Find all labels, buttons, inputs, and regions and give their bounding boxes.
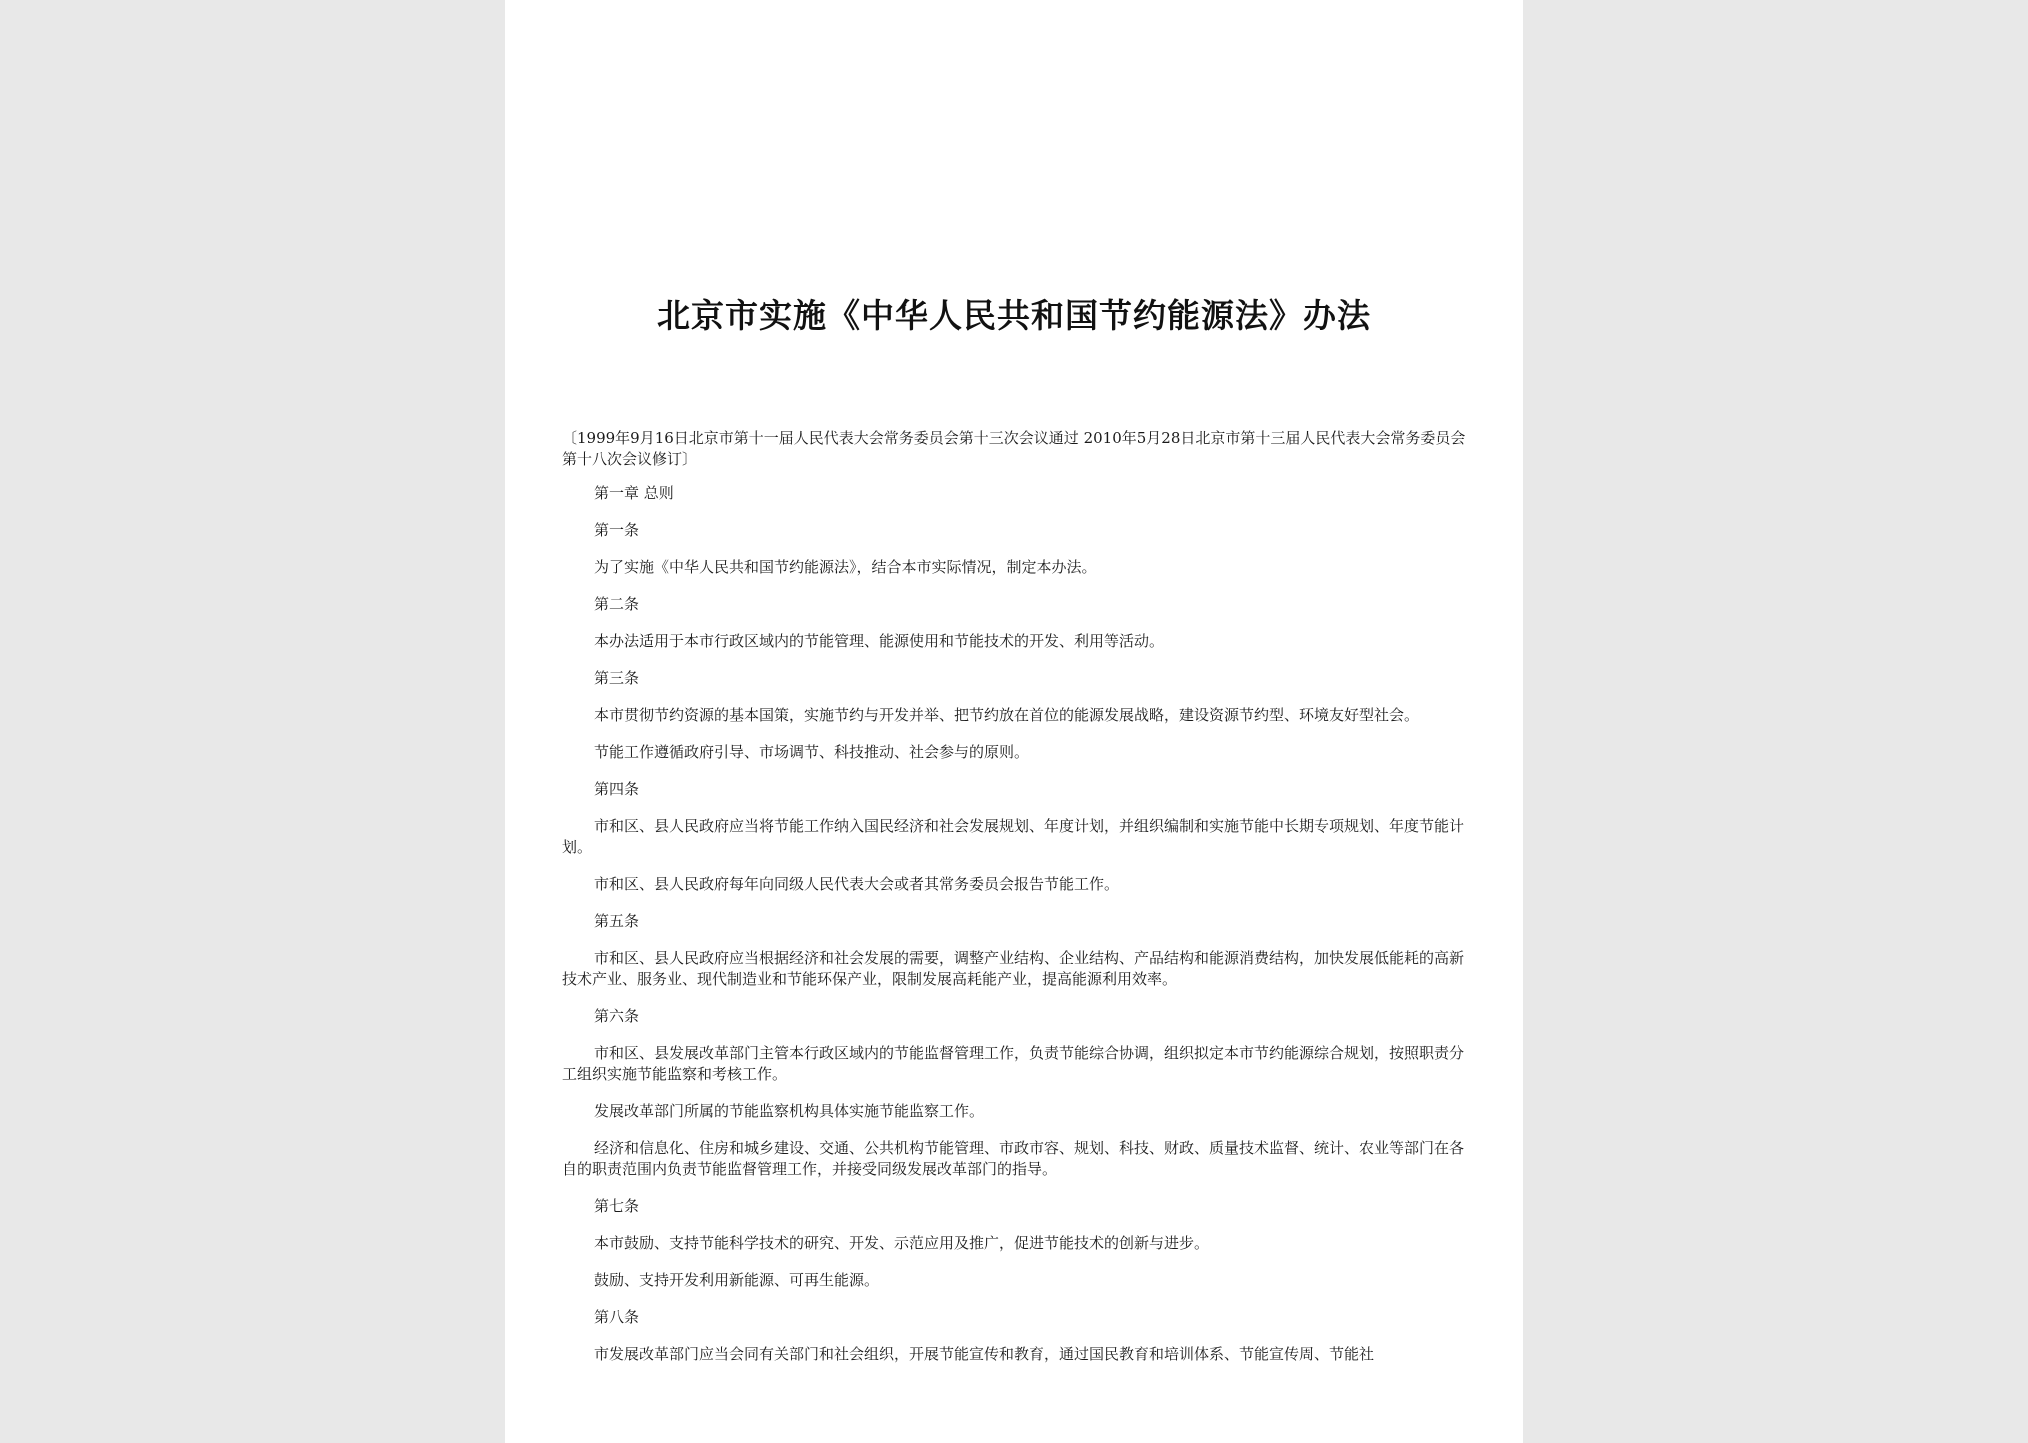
paragraph: 为了实施《中华人民共和国节约能源法》，结合本市实际情况，制定本办法。 [594, 558, 1097, 576]
article-heading: 第一条 [594, 521, 640, 539]
paragraph: 市发展改革部门应当会同有关部门和社会组织，开展节能宣传和教育，通过国民教育和培训体系、节能宣传周、节能社 [594, 1345, 1375, 1363]
article-heading: 第八条 [594, 1308, 640, 1326]
document-page [505, 0, 1523, 1443]
article-heading: 第二条 [594, 595, 640, 613]
paragraph: 节能工作遵循政府引导、市场调节、科技推动、社会参与的原则。 [594, 743, 1030, 761]
paragraph: 发展改革部门所属的节能监察机构具体实施节能监察工作。 [594, 1102, 985, 1120]
article-heading: 第六条 [594, 1007, 640, 1025]
article-heading: 第三条 [594, 669, 640, 687]
document-blocks [562, 483, 1470, 1365]
paragraph: 市和区、县人民政府每年向同级人民代表大会或者其常务委员会报告节能工作。 [594, 875, 1120, 893]
paragraph: 经济和信息化、住房和城乡建设、交通、公共机构节能管理、市政市容、规划、科技、财政、质量技术监督、统计、农业等部门在各自的职责范围内负责节能监督管理工作，并接受同级发展改革部门的指导。 [562, 1139, 1465, 1178]
article-heading: 第五条 [594, 912, 640, 930]
document-preamble: 〔1999年9月16日北京市第十一届人民代表大会常务委员会第十三次会议通过 2010年5月28日北京市第十三届人民代表大会常务委员会第十八次会议修订〕 [562, 429, 1466, 468]
paragraph: 市和区、县发展改革部门主管本行政区域内的节能监督管理工作，负责节能综合协调，组织拟定本市节约能源综合规划，按照职责分工组织实施节能监察和考核工作。 [562, 1044, 1465, 1083]
article-heading: 第四条 [594, 780, 640, 798]
article-heading: 第七条 [594, 1197, 640, 1215]
paragraph: 本市贯彻节约资源的基本国策，实施节约与开发并举、把节约放在首位的能源发展战略，建设资源节约型、环境友好型社会。 [594, 706, 1420, 724]
paragraph: 鼓励、支持开发利用新能源、可再生能源。 [594, 1271, 880, 1289]
document-title: 北京市实施《中华人民共和国节约能源法》办法 [657, 296, 1371, 335]
paragraph: 本市鼓励、支持节能科学技术的研究、开发、示范应用及推广，促进节能技术的创新与进步。 [594, 1234, 1210, 1252]
paragraph: 市和区、县人民政府应当将节能工作纳入国民经济和社会发展规划、年度计划，并组织编制和实施节能中长期专项规划、年度节能计划。 [562, 817, 1465, 856]
document-body [562, 428, 1470, 1381]
article-heading: 第一章 总则 [594, 484, 674, 502]
paragraph: 市和区、县人民政府应当根据经济和社会发展的需要，调整产业结构、企业结构、产品结构和能源消费结构，加快发展低能耗的高新技术产业、服务业、现代制造业和节能环保产业，限制发展高耗能产业，提高能源利用效率。 [562, 949, 1465, 988]
paragraph: 本办法适用于本市行政区域内的节能管理、能源使用和节能技术的开发、利用等活动。 [594, 632, 1165, 650]
